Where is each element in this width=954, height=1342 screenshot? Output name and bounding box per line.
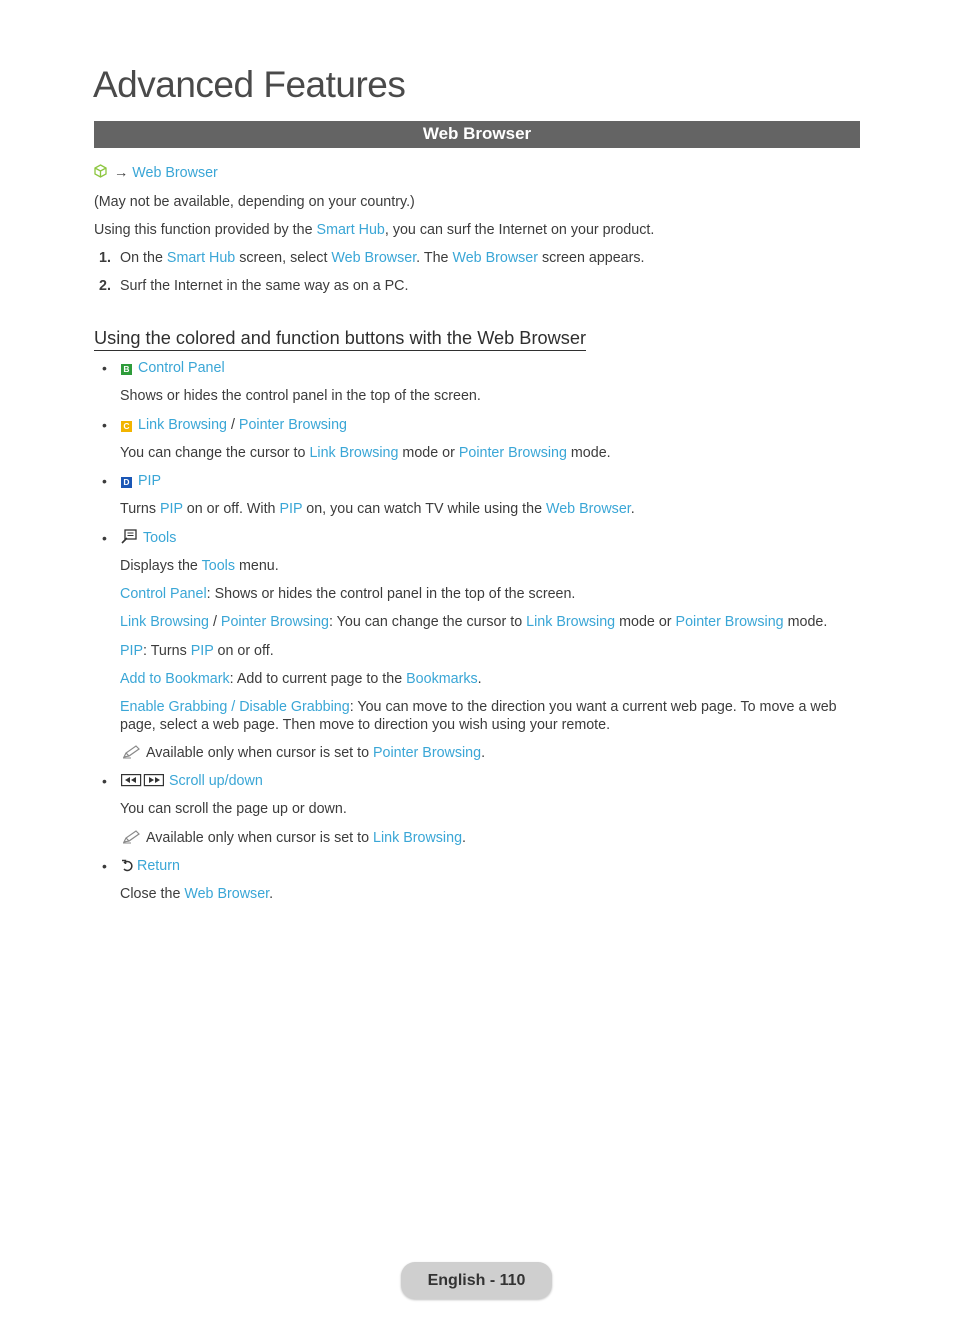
d-key-icon: D <box>121 477 132 488</box>
control-panel-desc: Shows or hides the control panel in the top of the screen. <box>120 388 481 404</box>
availability-note: (May not be available, depending on your country.) <box>94 194 415 210</box>
return-icon <box>121 859 133 872</box>
pip-item[interactable] <box>121 472 161 490</box>
intro-text: Using this function provided by the Smart Hub, you can surf the Internet on your product. <box>94 222 655 238</box>
return-item[interactable] <box>121 857 180 875</box>
tools-entry-bookmark: Add to Bookmark: Add to current page to the Bookmarks. <box>120 671 482 687</box>
control-panel-item[interactable] <box>121 359 225 377</box>
pointer-browsing-label[interactable]: Pointer Browsing <box>238 417 347 433</box>
b-key-icon: B <box>121 364 132 375</box>
tools-entry-pip: PIP: Turns PIP on or off. <box>120 643 274 659</box>
step-1-text: On the Smart Hub screen, select Web Browser. The Web Browser screen appears. <box>120 250 645 266</box>
tools-entry-grabbing: Enable Grabbing / Disable Grabbing: You can move to the direction you want a current web page. To move a web page, select a web page. Then move to direction you wish using your remote. <box>120 699 837 733</box>
scroll-note: Available only when cursor is set to Link Browsing. <box>122 829 466 847</box>
breadcrumb-web-browser-link[interactable]: Web Browser <box>132 165 218 181</box>
pip-desc: Turns PIP on or off. With PIP on, you can watch TV while using the Web Browser. <box>120 501 635 517</box>
tools-icon <box>121 529 138 544</box>
scroll-item[interactable] <box>121 772 263 790</box>
breadcrumb <box>94 164 218 182</box>
page-title: Advanced Features <box>93 64 406 105</box>
bullet: • <box>102 417 107 433</box>
step-2-text: Surf the Internet in the same way as on a PC. <box>120 278 409 294</box>
page-number-badge: English - 110 <box>401 1262 552 1299</box>
c-key-icon: C <box>121 421 132 432</box>
section-header: Web Browser <box>94 121 860 148</box>
bullet: • <box>102 473 107 489</box>
add-to-bookmark-link[interactable]: Add to Bookmark <box>120 671 230 687</box>
subheading: Using the colored and function buttons with the Web Browser <box>94 328 586 351</box>
tools-item[interactable] <box>121 529 176 547</box>
link-browsing-link[interactable]: Link Browsing <box>120 614 209 630</box>
rewind-fastforward-icon <box>121 773 164 787</box>
tools-entry-browsing: Link Browsing / Pointer Browsing: You can change the cursor to Link Browsing mode or Pointer Browsing mode. <box>120 614 828 630</box>
control-panel-link[interactable]: Control Panel <box>120 586 207 602</box>
tools-label[interactable]: Tools <box>143 530 177 546</box>
bullet: • <box>102 858 107 874</box>
pip-label[interactable]: PIP <box>138 473 162 489</box>
tools-desc: Displays the Tools menu. <box>120 558 279 574</box>
bookmarks-link[interactable]: Bookmarks <box>406 671 478 687</box>
step-1-number: 1. <box>99 250 111 266</box>
smart-hub-link[interactable]: Smart Hub <box>166 250 236 266</box>
bullet: • <box>102 773 107 789</box>
bullet: • <box>102 360 107 376</box>
control-panel-label[interactable]: Control Panel <box>138 360 225 376</box>
pencil-note-icon <box>122 830 141 844</box>
scroll-desc: You can scroll the page up or down. <box>120 801 347 817</box>
tools-entry-control-panel: Control Panel: Shows or hides the control panel in the top of the screen. <box>120 586 576 602</box>
web-browser-link[interactable]: Web Browser <box>331 250 417 266</box>
scroll-label[interactable]: Scroll up/down <box>169 773 263 789</box>
pencil-note-icon <box>122 745 141 759</box>
pip-link[interactable]: PIP <box>120 643 144 659</box>
web-browser-link[interactable]: Web Browser <box>452 250 539 266</box>
link-browsing-desc: You can change the cursor to Link Browsing mode or Pointer Browsing mode. <box>120 445 611 461</box>
tools-note: Available only when cursor is set to Pointer Browsing. <box>122 744 485 762</box>
return-desc: Close the Web Browser. <box>120 886 274 902</box>
pointer-browsing-link[interactable]: Pointer Browsing <box>220 614 329 630</box>
grabbing-link[interactable]: Enable Grabbing / Disable Grabbing <box>120 699 350 715</box>
breadcrumb-arrow: → <box>113 165 129 181</box>
link-browsing-item[interactable]: C Link Browsing / Pointer Browsing <box>121 416 347 434</box>
return-label[interactable]: Return <box>137 858 180 874</box>
bullet: • <box>102 530 107 546</box>
link-browsing-label[interactable]: Link Browsing <box>138 417 227 433</box>
smart-hub-link[interactable]: Smart Hub <box>316 222 385 238</box>
smart-hub-cube-icon <box>94 164 107 178</box>
step-2-number: 2. <box>99 278 111 294</box>
